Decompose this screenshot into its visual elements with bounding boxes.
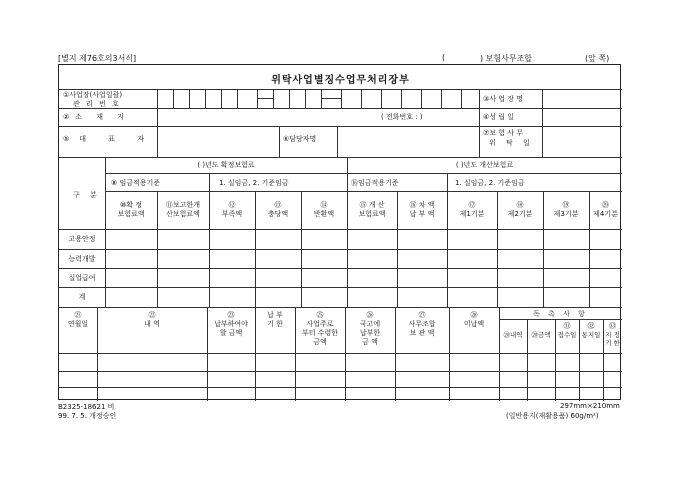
trust-label-2: 위 탁 일	[489, 139, 534, 147]
lower-col-1-a: ㉒	[148, 311, 156, 319]
rep-label: ⑤대 표 자	[63, 135, 155, 143]
premium-col-10-a: ⑳	[602, 201, 609, 209]
paper-spec: (일반용지(재활용품) 60g/m²)	[506, 412, 599, 420]
premium-col-0-b: 보험료액	[117, 210, 145, 218]
phone-label: ( 전화번호 : )	[381, 113, 423, 121]
lower-col-1-b: 내 역	[144, 320, 160, 328]
mgmt-no-label-1: ①사업장(사업일괄)	[63, 91, 123, 99]
lower-col-2-a: ㉓	[227, 311, 235, 319]
insurance-office-org: ) 보험사무조합	[480, 54, 533, 63]
row-label-1: 능력개발	[68, 255, 96, 263]
gubun-label: 구 분	[73, 191, 101, 199]
lower-col-4-d: 금액	[313, 338, 327, 346]
dunning-col-2: 접수일	[557, 331, 577, 339]
lower-col-4-c: 부터 수령한	[301, 329, 339, 337]
premium-col-1-a: ⑪보고한개	[165, 201, 201, 209]
premium-col-9-b: 제3기분	[553, 210, 579, 218]
premium-col-4-b: 반환액	[313, 210, 335, 218]
premium-col-5-b: 보험료액	[358, 210, 386, 218]
lower-col-0-b: 연월일	[67, 320, 89, 328]
dunning-col-4: 지 정 기 한	[605, 331, 620, 347]
premium-col-7-a: ⑰	[468, 201, 476, 209]
row-label-2: 실업급여	[68, 274, 96, 282]
page-side: (앞 쪽)	[585, 54, 610, 63]
premium-col-5-a: ⑮ 개 산	[359, 201, 385, 209]
manager-label: ⑥담당자명	[283, 135, 317, 143]
approval-note: 99. 7. 5. 개정승인	[58, 412, 117, 420]
paper-size: 297mm×210mm	[560, 402, 620, 410]
lower-col-6-c: 보 관 액	[409, 329, 435, 337]
wage-options-right: 1. 실임금, 2. 기준임금	[455, 179, 525, 187]
mgmt-no-label-2: 관 리 번 호	[73, 100, 121, 108]
estimated-header: ( )년도 개산보험료	[455, 161, 514, 169]
dunning-num-4: ㉝	[609, 322, 616, 330]
ledger-form	[58, 64, 621, 400]
lower-col-2-c: 할 금액	[219, 329, 243, 337]
wage-basis-left: ⑧ 임금적용기준	[111, 179, 161, 187]
premium-col-3-a: ⑬	[274, 201, 282, 209]
lower-col-5-b: 국고에	[359, 320, 381, 328]
address-label: ②소 재 지	[63, 113, 131, 121]
dunning-num-3: ㉜	[587, 322, 595, 330]
dunning-header: 독 촉 사 항	[533, 310, 588, 318]
lower-col-3-b: 기 한	[267, 320, 283, 328]
lower-col-5-a: ㉖	[366, 311, 374, 319]
wage-basis-right: ⑯임금적용기준	[351, 179, 399, 187]
premium-col-6-a: ⑯ 차 액	[409, 201, 435, 209]
lower-col-3-a: 납 부	[267, 311, 283, 319]
dunning-col-3: 통지일	[581, 331, 601, 339]
row-label-0: 고용안정	[68, 235, 96, 243]
paren-open: (	[442, 53, 446, 62]
lower-col-0-a: ㉑	[74, 311, 82, 319]
premium-col-9-a: ⑲	[562, 201, 570, 209]
premium-col-7-b: 제1기분	[459, 210, 485, 218]
lower-col-6-b: 사무조합	[408, 320, 436, 328]
premium-col-0-a: ⑩확 정	[119, 201, 143, 209]
dunning-num-2: ㉛	[563, 322, 571, 330]
row-label-3: 계	[78, 293, 86, 301]
lower-col-2-b: 납부하여야	[214, 320, 248, 328]
trust-label-1: ⑦보 험 사 무	[483, 129, 523, 137]
lower-col-5-c: 납부한	[359, 329, 381, 337]
premium-col-8-a: ⑱	[516, 201, 524, 209]
dunning-col-0: ⑳내역	[503, 331, 523, 339]
form-reference: [별지 제76호의3서식]	[58, 54, 137, 63]
form-code: B2325-18621 비	[58, 403, 115, 411]
lower-col-6-a: ㉗	[418, 311, 426, 319]
premium-col-2-a: ⑫	[228, 201, 236, 209]
lower-col-4-b: 사업주로	[306, 320, 334, 328]
lower-col-5-d: 금 액	[362, 338, 378, 346]
lower-col-7-a: ㉘	[470, 311, 478, 319]
premium-col-4-a: ⑭	[320, 201, 328, 209]
biz-name-label: ③사 업 장 명	[483, 95, 523, 103]
lower-col-4-a: ㉕	[316, 311, 324, 319]
dunning-col-1: ⑳금액	[531, 331, 551, 339]
premium-col-1-b: 산보험료액	[166, 210, 200, 218]
lower-col-7-b: 미납액	[463, 320, 485, 328]
premium-col-10-b: 제4기분	[593, 210, 618, 218]
confirmed-header: ( )년도 확정보험료	[197, 161, 255, 169]
established-label: ④성 립 일	[483, 113, 515, 121]
form-title: 위탁사업별징수업무처리장부	[271, 75, 410, 86]
premium-col-2-b: 부족액	[221, 210, 243, 218]
wage-options-left: 1. 실임금, 2. 기준임금	[219, 179, 289, 187]
premium-col-6-b: 납 부 액	[409, 210, 435, 218]
premium-col-8-b: 제2기분	[507, 210, 533, 218]
premium-col-3-b: 충당액	[267, 210, 289, 218]
